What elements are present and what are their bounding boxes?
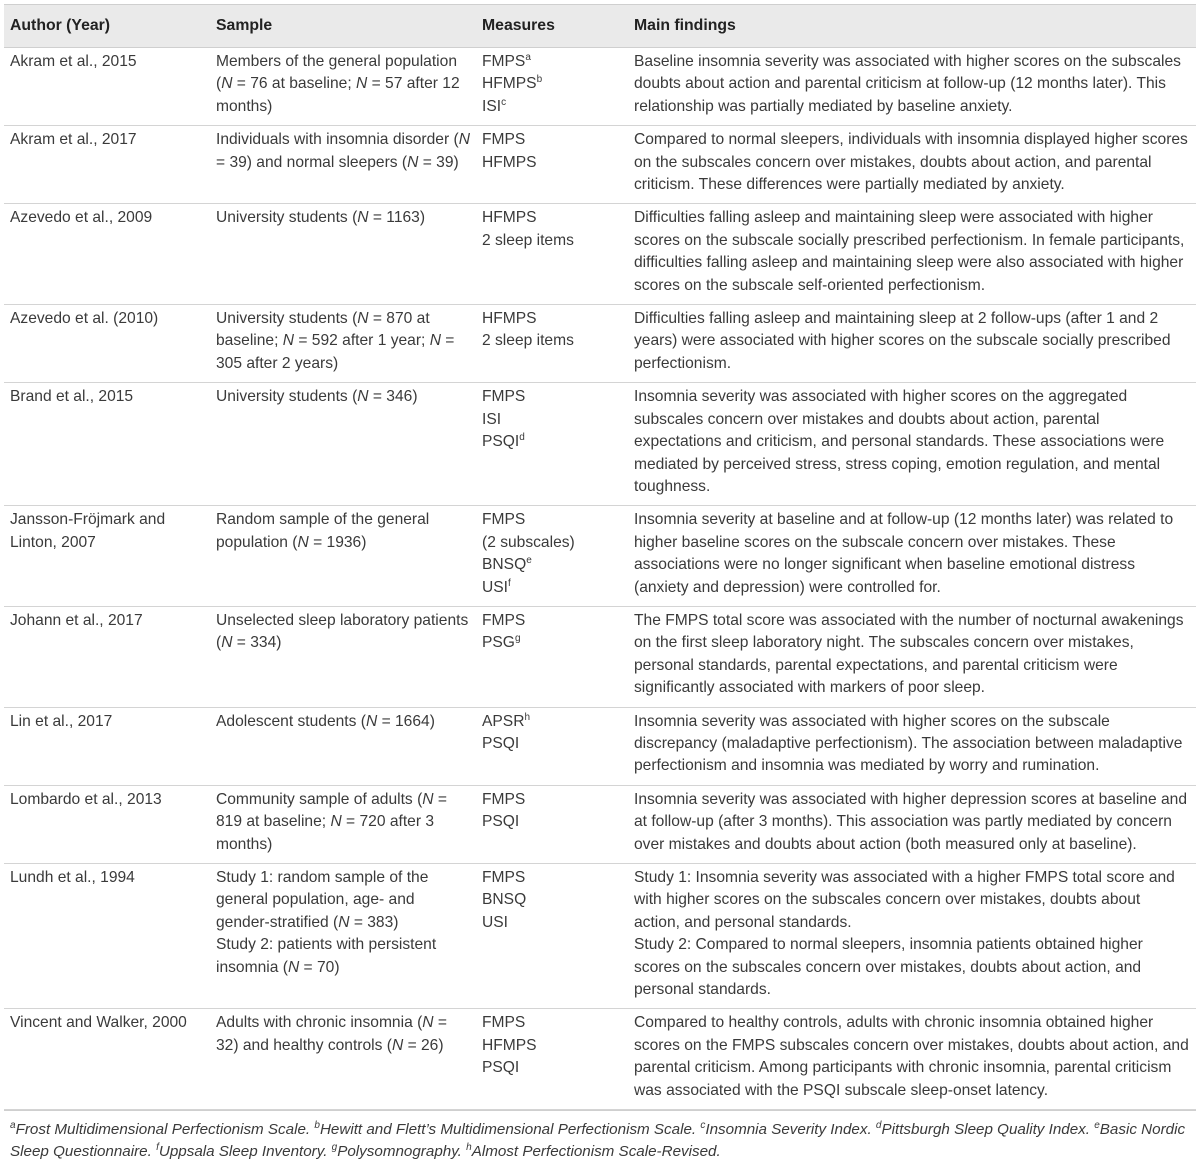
- table-header: [4, 5, 1196, 48]
- measure-item: BNSQ: [482, 891, 527, 909]
- measure-item: FMPS: [482, 131, 526, 149]
- finding-text: Baseline insomnia severity was associated with higher scores on the subscales doubts about action and parental criticism at follow-up (12 months later). This relationship was partially mediated by baseline anxiety.: [634, 53, 1181, 115]
- measure-item: 2 sleep items: [482, 231, 574, 249]
- cell-measures: [476, 785, 628, 863]
- measure-item: APSR$^h$: [482, 711, 531, 730]
- cell-author: Brand et al., 2015: [10, 388, 134, 406]
- measure-item: PSQI: [482, 734, 520, 752]
- cell-measures: [476, 204, 628, 305]
- footnote-h: $^h$Almost Perfectionism Scale-Revised.: [466, 1142, 721, 1161]
- table-row: [4, 864, 1196, 1009]
- table-row: [4, 383, 1196, 506]
- footnote-e: $^e$Basic Nordic Sleep Questionnaire.: [10, 1120, 1186, 1161]
- measure-item: PSG$^g$: [482, 633, 521, 652]
- cell-findings: [628, 707, 1196, 785]
- measure-item: FMPS: [482, 511, 526, 529]
- cell-author: Azevedo et al., 2009: [10, 209, 153, 227]
- finding-text: Study 2: Compared to normal sleepers, insomnia patients obtained higher scores on the subscales concern over mistakes, doubts about action, and personal standards.: [634, 936, 1143, 999]
- finding-text: Insomnia severity was associated with higher scores on the subscale discrepancy (maladaptive perfectionism). The association between maladaptive perfectionism and insomnia was mediated by worry and rumination.: [634, 712, 1183, 775]
- footnote-b: $^b$Hewitt and Flett’s Multidimensional Perfectionism Scale.: [314, 1120, 697, 1139]
- header-row: [4, 5, 1196, 48]
- cell-author: Azevedo et al. (2010): [10, 310, 159, 328]
- cell-author: Lombardo et al., 2013: [10, 790, 162, 808]
- finding-text: Insomnia severity was associated with higher depression scores at baseline and at follow-up (after 3 months). This association was partly mediated by concern over mistakes and doubts about action (both measured only at baseline).: [634, 790, 1188, 853]
- header-findings: Main findings: [628, 5, 1196, 48]
- measure-item: HFMPS: [482, 310, 537, 328]
- table-body: [4, 48, 1196, 1110]
- cell-measures: [476, 126, 628, 204]
- table-footnotes: [4, 1110, 1196, 1163]
- cell-measures: [476, 48, 628, 126]
- table-row: [4, 506, 1196, 607]
- cell-findings: [628, 126, 1196, 204]
- cell-sample: University students (N = 1163): [216, 209, 426, 227]
- table-row: [4, 707, 1196, 785]
- cell-measures: [476, 606, 628, 707]
- cell-sample: Random sample of the general population (N = 1936): [216, 511, 430, 551]
- table-row: [4, 305, 1196, 383]
- footnote-d: $^d$Pittsburgh Sleep Quality Index.: [875, 1120, 1090, 1139]
- finding-text: Compared to normal sleepers, individuals with insomnia displayed higher scores on the subscales concern over mistakes, doubts about action, and parental criticism. These differences were partially mediated by anxiety.: [634, 131, 1188, 194]
- finding-text: Difficulties falling asleep and maintaining sleep at 2 follow-ups (after 1 and 2 years) were associated with higher scores on the subscale socially prescribed perfectionism.: [634, 310, 1171, 372]
- cell-sample: Unselected sleep laboratory patients (N = 334): [216, 611, 469, 652]
- measure-item: FMPS: [482, 388, 526, 406]
- cell-findings: [628, 383, 1196, 506]
- finding-text: The FMPS total score was associated with the number of nocturnal awakenings on the first sleep laboratory night. The subscales concern over mistakes, personal standards, parental expectations, and parental criticism were significantly associated with markers of poor sleep.: [634, 611, 1184, 697]
- footnote-f: $^f$Uppsala Sleep Inventory.: [156, 1142, 328, 1161]
- header-measures: Measures: [476, 5, 628, 48]
- cell-sample: Adults with chronic insomnia (N = 32) and healthy controls (N = 26): [216, 1014, 447, 1054]
- measure-item: ISI: [482, 410, 502, 428]
- table-row: [4, 126, 1196, 204]
- cell-sample: Adolescent students (N = 1664): [216, 712, 435, 730]
- measure-item: FMPS: [482, 869, 526, 886]
- measure-item: PSQI$^d$: [482, 431, 525, 451]
- cell-author: Lundh et al., 1994: [10, 869, 135, 886]
- measure-item: USI: [482, 913, 508, 931]
- cell-author: Jansson-Fröjmark and Linton, 2007: [10, 511, 166, 551]
- cell-author: Akram et al., 2017: [10, 131, 137, 149]
- cell-measures: [476, 506, 628, 607]
- footnote-c: $^c$Insomnia Severity Index.: [700, 1120, 872, 1139]
- measure-item: PSQI: [482, 813, 520, 831]
- measure-item: BNSQ$^e$: [482, 554, 532, 574]
- table-row: [4, 204, 1196, 305]
- footnote-g: $^g$Polysomnography.: [331, 1142, 462, 1161]
- cell-author: Vincent and Walker, 2000: [10, 1014, 187, 1032]
- cell-measures: [476, 864, 628, 1009]
- cell-findings: [628, 1009, 1196, 1110]
- measure-item: FMPS: [482, 1014, 526, 1032]
- footnote-a: $^a$Frost Multidimensional Perfectionism Scale.: [10, 1120, 311, 1139]
- cell-sample: University students (N = 870 at baseline; N = 592 after 1 year; N = 305 after 2 years): [216, 310, 455, 372]
- measure-item: FMPS: [482, 611, 526, 629]
- table-row: [4, 785, 1196, 863]
- measure-item: (2 subscales): [482, 533, 575, 551]
- table-row: [4, 1009, 1196, 1110]
- cell-findings: [628, 506, 1196, 607]
- cell-author: Lin et al., 2017: [10, 712, 113, 730]
- header-author: Author (Year): [4, 5, 210, 48]
- cell-sample: Community sample of adults (N = 819 at baseline; N = 720 after 3 months): [216, 790, 447, 853]
- cell-measures: [476, 1009, 628, 1110]
- measure-item: ISI$^c$: [482, 96, 507, 115]
- cell-findings: [628, 204, 1196, 305]
- cell-measures: [476, 707, 628, 785]
- cell-sample: Study 1: random sample of the general population, age- and gender-stratified (N = 383) Study 2: patients with persistent insomnia (N = 70): [216, 869, 437, 976]
- cell-measures: [476, 305, 628, 383]
- measure-item: HFMPS: [482, 153, 537, 171]
- cell-findings: [628, 864, 1196, 1009]
- table-row: [4, 48, 1196, 126]
- cell-sample: Individuals with insomnia disorder (N = 39) and normal sleepers (N = 39): [216, 131, 470, 171]
- cell-sample: Members of the general population (N = 76 at baseline; N = 57 after 12 months): [216, 53, 460, 115]
- measure-item: 2 sleep items: [482, 332, 574, 350]
- finding-text: Compared to healthy controls, adults with chronic insomnia obtained higher scores on the FMPS subscales concern over mistakes, doubts about action, and parental criticism. Among participants with chronic insomnia, parental criticism was associated with the PSQI subscale sleep-onset latency.: [634, 1014, 1189, 1099]
- cell-findings: [628, 48, 1196, 126]
- cell-author: Akram et al., 2015: [10, 53, 137, 70]
- measure-item: HFMPS: [482, 1036, 537, 1054]
- cell-findings: [628, 305, 1196, 383]
- measure-item: FMPS: [482, 790, 526, 808]
- measure-item: HFMPS: [482, 209, 537, 227]
- finding-text: Insomnia severity was associated with higher scores on the aggregated subscales concern over mistakes and doubts about action, parental expectations and criticism, and personal standards. These associations were mediated by perceived stress, stress coping, emotion regulation, and mental toughness.: [634, 388, 1165, 495]
- studies-table: [4, 4, 1196, 1110]
- table-row: [4, 606, 1196, 707]
- measure-item: HFMPS$^b$: [482, 74, 543, 93]
- finding-text: Insomnia severity at baseline and at follow-up (12 months later) was related to higher baseline scores on the subscale concern over mistakes. These associations were no longer significant when baseline emotional distress (anxiety and depression) were controlled for.: [634, 511, 1174, 596]
- measure-item: FMPS$^a$: [482, 51, 531, 70]
- cell-measures: [476, 383, 628, 506]
- cell-sample: University students (N = 346): [216, 388, 418, 406]
- cell-findings: [628, 606, 1196, 707]
- cell-findings: [628, 785, 1196, 863]
- finding-text: Difficulties falling asleep and maintaining sleep were associated with higher scores on the subscale socially prescribed perfectionism. In female participants, difficulties falling asleep and maintaining sleep were also associated with higher scores on the subscale self-oriented perfectionism.: [634, 209, 1185, 294]
- header-sample: Sample: [210, 5, 476, 48]
- measure-item: USI$^f$: [482, 577, 511, 596]
- finding-text: Study 1: Insomnia severity was associated with a higher FMPS total score and with higher scores on the subscales concern over mistakes, doubts about action, and personal standards.: [634, 869, 1175, 931]
- cell-author: Johann et al., 2017: [10, 611, 143, 629]
- measure-item: PSQI: [482, 1059, 520, 1077]
